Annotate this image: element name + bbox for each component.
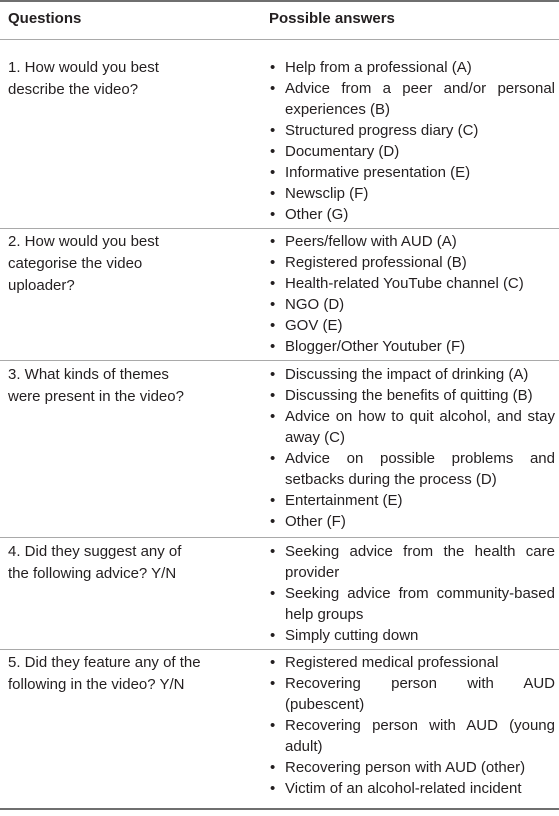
list-item [269,231,555,252]
bullet-icon: • [270,143,276,160]
answer-text: Recovering person with AUD (other) [285,759,526,776]
list-item [269,778,555,799]
answer-text: Informative presentation (E) [285,164,471,181]
answer-text: Simply cutting down [285,627,419,644]
bullet-icon: • [270,233,276,250]
answer-text: Peers/fellow with AUD (A) [285,233,457,250]
answer-text: Documentary (D) [285,143,400,160]
row-divider [0,537,559,538]
answer-text: Recovering person with AUD (young adult) [285,717,555,755]
answer-text: Seeking advice from community-based help groups [285,585,555,623]
question-cell: 5. Did they feature any of the following in the video? Y/N [8,654,201,693]
list-item [269,162,555,183]
answer-list [269,652,555,799]
bullet-icon: • [270,543,276,560]
answer-text: Advice on possible problems and setbacks during the process (D) [285,450,555,488]
list-item [269,315,555,336]
table-top-rule [0,0,559,2]
list-item [269,673,555,715]
question-cell: 2. How would you best categorise the video uploader? [8,233,159,294]
answer-text: Victim of an alcohol-related incident [285,780,522,797]
list-item [269,120,555,141]
row-divider [0,649,559,650]
bullet-icon: • [270,450,276,467]
answer-list [269,57,555,225]
list-item [269,364,555,385]
table-bottom-rule [0,808,559,810]
bullet-icon: • [270,366,276,383]
answer-text: Seeking advice from the health care provider [285,543,555,581]
answer-text: Help from a professional (A) [285,59,472,76]
bullet-icon: • [270,185,276,202]
bullet-icon: • [270,122,276,139]
bullet-icon: • [270,254,276,271]
bullet-icon: • [270,717,276,734]
bullet-icon: • [270,408,276,425]
row-divider [0,228,559,229]
bullet-icon: • [270,338,276,355]
list-item [269,652,555,673]
header-answers: Possible answers [269,10,395,27]
bullet-icon: • [270,317,276,334]
bullet-icon: • [270,59,276,76]
answer-text: Advice on how to quit alcohol, and stay away (C) [285,408,555,446]
answer-text: Recovering person with AUD (pubescent) [285,675,555,713]
answer-text: NGO (D) [285,296,345,313]
answer-text: Registered professional (B) [285,254,467,271]
bullet-icon: • [270,780,276,797]
answer-text: Newsclip (F) [285,185,369,202]
list-item [269,57,555,78]
header-questions: Questions [8,10,82,27]
list-item [269,336,555,357]
bullet-icon: • [270,627,276,644]
answer-text: Health-related YouTube channel (C) [285,275,524,292]
bullet-icon: • [270,206,276,223]
bullet-icon: • [270,759,276,776]
answer-text: GOV (E) [285,317,343,334]
list-item [269,78,555,120]
list-item [269,715,555,757]
list-item [269,385,555,406]
list-item [269,406,555,448]
answer-text: Other (G) [285,206,349,223]
bullet-icon: • [270,275,276,292]
bullet-icon: • [270,585,276,602]
bullet-icon: • [270,387,276,404]
answer-text: Advice from a peer and/or personal experiences (B) [285,80,555,118]
answer-list [269,364,555,532]
bullet-icon: • [270,164,276,181]
list-item [269,204,555,225]
bullet-icon: • [270,296,276,313]
bullet-icon: • [270,492,276,509]
answer-text: Registered medical professional [285,654,499,671]
bullet-icon: • [270,513,276,530]
list-item [269,511,555,532]
list-item [269,625,555,646]
answer-list [269,541,555,646]
list-item [269,757,555,778]
list-item [269,490,555,511]
row-divider [0,360,559,361]
question-cell: 4. Did they suggest any of the following advice? Y/N [8,543,182,582]
list-item [269,252,555,273]
answer-text: Structured progress diary (C) [285,122,479,139]
answer-list [269,231,555,357]
answer-text: Entertainment (E) [285,492,403,509]
bullet-icon: • [270,654,276,671]
list-item [269,273,555,294]
list-item [269,448,555,490]
list-item [269,541,555,583]
list-item [269,183,555,204]
bullet-icon: • [270,675,276,692]
question-cell: 1. How would you best describe the video? [8,59,159,98]
answer-text: Blogger/Other Youtuber (F) [285,338,466,355]
list-item [269,294,555,315]
bullet-icon: • [270,80,276,97]
answer-text: Other (F) [285,513,346,530]
answer-text: Discussing the benefits of quitting (B) [285,387,533,404]
list-item [269,583,555,625]
answer-text: Discussing the impact of drinking (A) [285,366,529,383]
question-cell: 3. What kinds of themes were present in the video? [8,366,184,405]
list-item [269,141,555,162]
header-rule [0,39,559,40]
